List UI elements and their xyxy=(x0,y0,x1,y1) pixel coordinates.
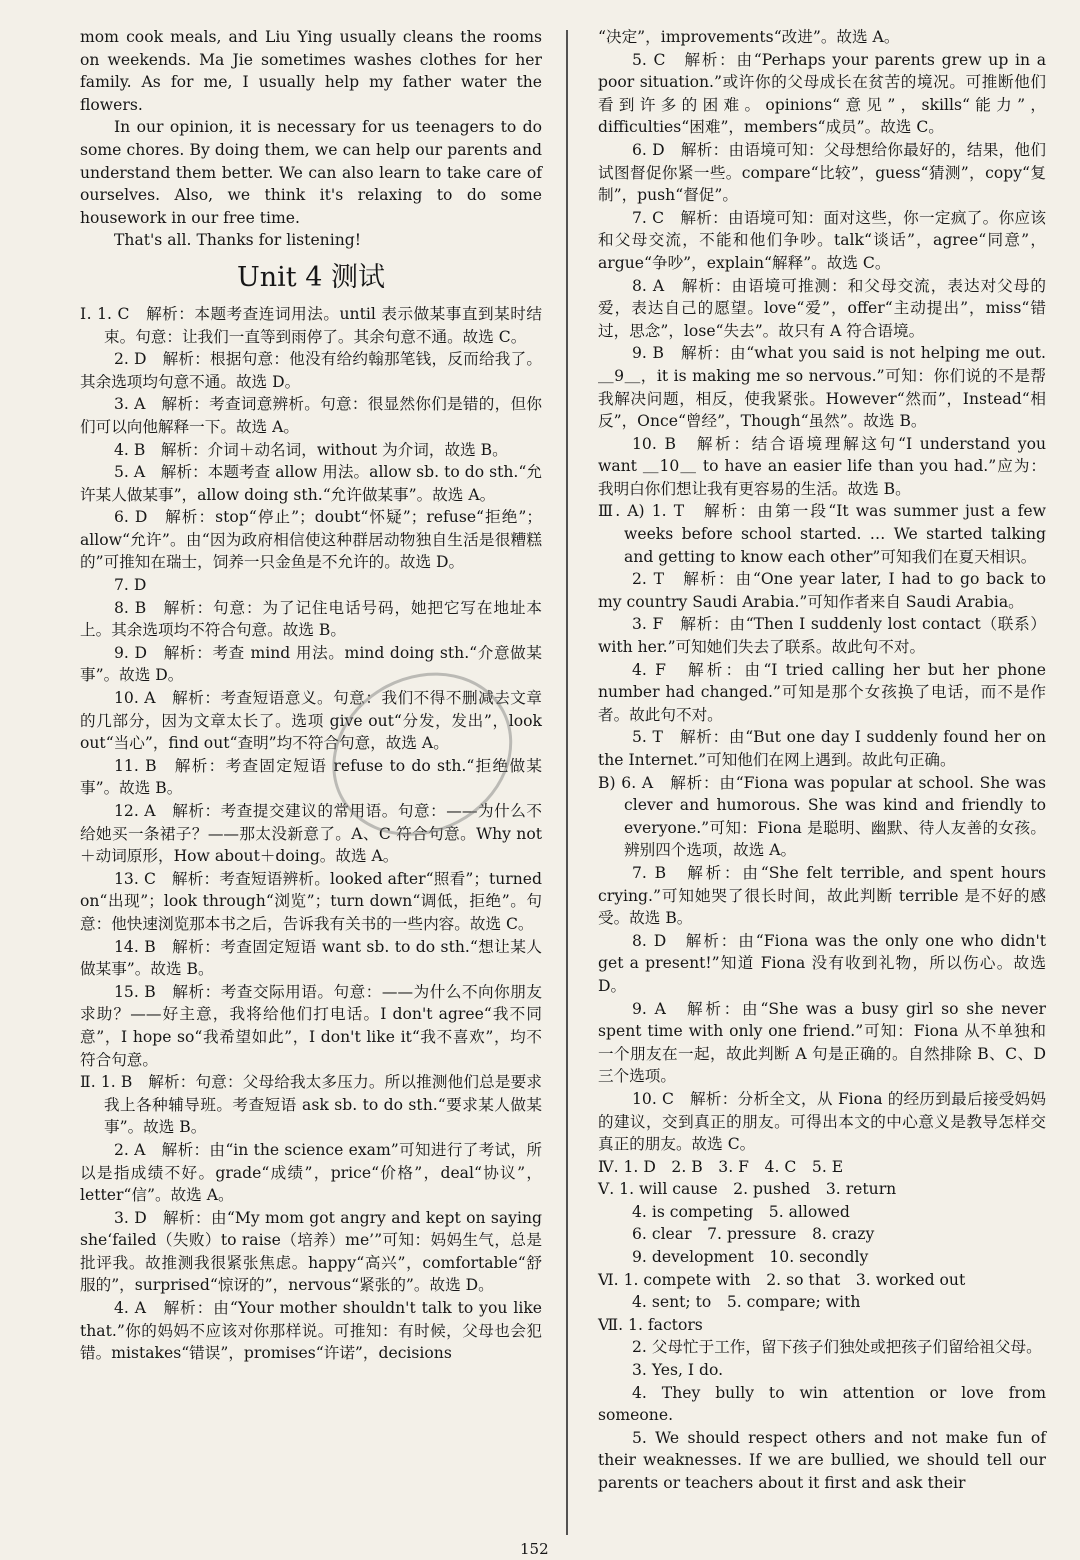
answer-item: 7. C 解析：由语境可知：面对这些，你一定疯了。你应该和父母交流，不能和他们争吵。talk“谈话”，agree“同意”，argue“争吵”，explain“解释”。故选 C。 xyxy=(598,208,1046,272)
answer-item: B) 6. A 解析：由“Fiona was popular at school. She was clever and humorous. She was kind and friendly to everyone.”可知：Fiona 是聪明、幽默、待人友善的女孩。辨别四个选项，故选 A。 xyxy=(598,773,1046,860)
answer-line: 3. Yes, I do. xyxy=(632,1361,724,1380)
answer-item: 9. A 解析：由“She was a busy girl so she never spent time with only one friend.”可知：Fiona 从不单独和一个朋友在一起，故此判断 A 句是正确的。自然排除 B、C、D 三个选项。 xyxy=(598,999,1046,1086)
answer-line: 4. They bully to win attention or love from someone. xyxy=(598,1383,1046,1425)
answer-line: 4. is competing 5. allowed xyxy=(632,1202,850,1221)
answer-item: 2. T 解析：由“One year later, I had to go back to my country Saudi Arabia.”可知作者来自 Saudi Arabia。 xyxy=(598,570,1046,611)
answer-line: Ⅴ. 1. will cause 2. pushed 3. return xyxy=(598,1180,897,1199)
answer-item: 14. B 解析：考查固定短语 want sb. to do sth.“想让某人做某事”。故选 B。 xyxy=(80,937,542,979)
answer-item: 13. C 解析：考查短语辨析。looked after“照看”；turned on“出现”；look through“浏览”；turn down“调低，拒绝”。句意：他快速浏览那本书之后，告诉我有关书的一些内容。故选 C。 xyxy=(80,869,542,933)
answer-item: 8. A 解析：由语境可推测：和父母交流，表达对父母的爱，表达自己的愿望。love“爱”，offer“主动提出”，miss“错过，思念”，lose“失去”。故只有 A 符合语境。 xyxy=(598,276,1046,340)
answer-item: 6. D 解析：由语境可知：父母想给你最好的，结果，他们试图督促你紧一些。compare“比较”，guess“猜测”，copy“复制”，push“督促”。 xyxy=(598,140,1046,205)
answer-item: Ⅱ. 1. B 解析：句意：父母给我太多压力。所以推测他们总是要求我上各种辅导班。考查短语 ask sb. to do sth.“要求某人做某事”。故选 B。 xyxy=(80,1073,542,1137)
answer-item: 3. A 解析：考查词意辨析。句意：很显然你们是错的，但你们可以向他解释一下。故选 A。 xyxy=(80,395,542,436)
right-column xyxy=(598,26,1046,1495)
answer-line: 5. We should respect others and not make fun of their weaknesses. If we are bullied, we should tell our parents or teachers about it first and ask their xyxy=(598,1428,1046,1492)
unit-title: Unit 4 测试 xyxy=(237,261,385,293)
essay-paragraph: That's all. Thanks for listening! xyxy=(114,231,361,250)
answer-item: 5. C 解析：由“Perhaps your parents grew up in a poor situation.”或许你的父母成长在贫苦的境况。可推断他们看到许多的困难。opinions“意见”，skills“能力”，difficulties“困难”，members“成员”。故选 C。 xyxy=(598,50,1046,137)
answer-item: 4. B 解析：介词＋动名词，without 为介词，故选 B。 xyxy=(114,440,508,459)
answer-line: 2. 父母忙于工作，留下孩子们独处或把孩子们留给祖父母。 xyxy=(632,1338,1042,1357)
answer-item: 7. D xyxy=(114,576,147,595)
answer-line: Ⅶ. 1. factors xyxy=(598,1315,703,1334)
answer-item: 15. B 解析：考查交际用语。句意：——为什么不向你朋友求助？——好主意，我将给他们打电话。I don't agree“我不同意”，I hope so“我希望如此”，I don't like it“我不喜欢”，均不符合句意。 xyxy=(80,982,542,1069)
answer-item: 12. A 解析：考查提交建议的常用语。句意：——为什么不给她买一条裙子？——那太没新意了。A、C 符合句意。Why not＋动词原形，How about＋doing。故选 A。 xyxy=(80,802,542,866)
answer-item: 6. D 解析：stop“停止”；doubt“怀疑”；refuse“拒绝”；allow“允许”。由“因为政府相信使这种群居动物独自生活是很糟糕的”可推知在瑞士，饲养一只金鱼是不允许的。故选 D。 xyxy=(80,508,542,572)
answer-item: 11. B 解析：考查固定短语 refuse to do sth.“拒绝做某事”。故选 B。 xyxy=(80,756,542,798)
essay-paragraph: In our opinion, it is necessary for us teenagers to do some chores. By doing them, we can help our parents and understand them better. We can also learn to take care of ourselves. Also, we think it's relaxing to do some housework in our free time. xyxy=(80,118,542,227)
answer-item: Ⅰ. 1. C 解析：本题考查连词用法。until 表示做某事直到某时结束。句意：让我们一直等到雨停了。其余句意不通。故选 C。 xyxy=(80,304,542,346)
answer-item: 4. A 解析：由“Your mother shouldn't talk to you like that.”你的妈妈不应该对你那样说。可推知：有时候，父母也会犯错。mistakes“错误”，promises“许诺”，decisions xyxy=(80,1299,542,1363)
essay-paragraph: mom cook meals, and Liu Ying usually cleans the rooms on weekends. Ma Jie sometimes washes clothes for her family. As for me, I usually help my father water the flowers. xyxy=(80,28,542,114)
watermark-logo xyxy=(935,1480,1065,1555)
answer-item: 8. D 解析：由“Fiona was the only one who didn't get a present!”知道 Fiona 没有收到礼物，所以伤心。故选 D。 xyxy=(598,931,1046,995)
answer-item: 9. D 解析：考查 mind 用法。mind doing sth.“介意做某事”。故选 D。 xyxy=(80,643,542,685)
answer-item: 5. A 解析：本题考查 allow 用法。allow sb. to do sth.“允许某人做某事”，allow doing sth.“允许做某事”。故选 A。 xyxy=(80,463,542,504)
answer-item: 10. A 解析：考查短语意义。句意：我们不得不删减去文章的几部分，因为文章太长了。选项 give out“分发，发出”，look out“当心”，find out“查明”均不符合句意，故选 A。 xyxy=(80,689,542,753)
page-number: 152 xyxy=(520,1540,549,1558)
answer-item: 5. T 解析：由“But one day I suddenly found her on the Internet.”可知他们在网上遇到。故此句正确。 xyxy=(598,728,1046,769)
answer-line: Ⅳ. 1. D 2. B 3. F 4. C 5. E xyxy=(598,1157,844,1176)
answer-line: 9. development 10. secondly xyxy=(632,1248,869,1267)
answer-item: 9. B 解析：由“what you said is not helping me out. ＿9＿，it is making me so nervous.”可知：你们说的不是帮我解决问题，相反，使我紧张。However“然而”，Instead“相反”，Once“曾经”，Though“虽然”。故选 B。 xyxy=(598,344,1046,431)
answer-line: 6. clear 7. pressure 8. crazy xyxy=(632,1225,875,1244)
answer-item: 4. F 解析：由“I tried calling her but her phone number had changed.”可知是那个女孩换了电话，而不是作者。故此句不对。 xyxy=(598,660,1046,724)
answer-line: Ⅵ. 1. compete with 2. so that 3. worked out xyxy=(598,1270,966,1289)
answer-item: 7. B 解析：由“She felt terrible, and spent hours crying.”可知她哭了很长时间，故此判断 terrible 是不好的感受。故选 B。 xyxy=(598,863,1046,928)
answer-item: 3. F 解析：由“Then I suddenly lost contact（联系）with her.”可知她们失去了联系。故此句不对。 xyxy=(598,615,1046,657)
answer-item: Ⅲ. A) 1. T 解析：由第一段“It was summer just a few weeks before school started. … We started talking and getting to know each other”可知我们在夏天相识。 xyxy=(598,502,1046,566)
answer-item: 10. B 解析：结合语境理解这句“I understand you want ＿10＿ to have an easier life than you had.”应为：我明白你们想让我有更容易的生活。故选 B。 xyxy=(598,434,1046,498)
answer-item: 10. C 解析：分析全文，从 Fiona 的经历到最后接受妈妈的建议，交到真正的朋友。可得出本文的中心意义是教导怎样交真正的朋友。故选 C。 xyxy=(598,1089,1046,1154)
answer-item: 2. A 解析：由“in the science exam”可知进行了考试，所以是指成绩不好。grade“成绩”，price“价格”，deal“协议”，letter“信”。故选 A。 xyxy=(80,1140,542,1205)
answer-line: 4. sent; to 5. compare; with xyxy=(632,1293,861,1312)
answer-item: 2. D 解析：根据句意：他没有给约翰那笔钱，反而给我了。其余选项均句意不通。故选 D。 xyxy=(80,350,542,391)
answer-item: 3. D 解析：由“My mom got angry and kept on saying she‘failed（失败）to raise（培养）me’”可知：妈妈生气，总是批评我。故推测我很紧张焦虑。happy“高兴”，comfortable“舒服的”，surprised“惊讶的”，nervous“紧张的”。故选 D。 xyxy=(80,1208,542,1295)
answer-item: “决定”，improvements“改进”。故选 A。 xyxy=(598,28,900,46)
answer-item: 8. B 解析：句意：为了记住电话号码，她把它写在地址本上。其余选项均不符合句意。故选 B。 xyxy=(80,598,542,640)
